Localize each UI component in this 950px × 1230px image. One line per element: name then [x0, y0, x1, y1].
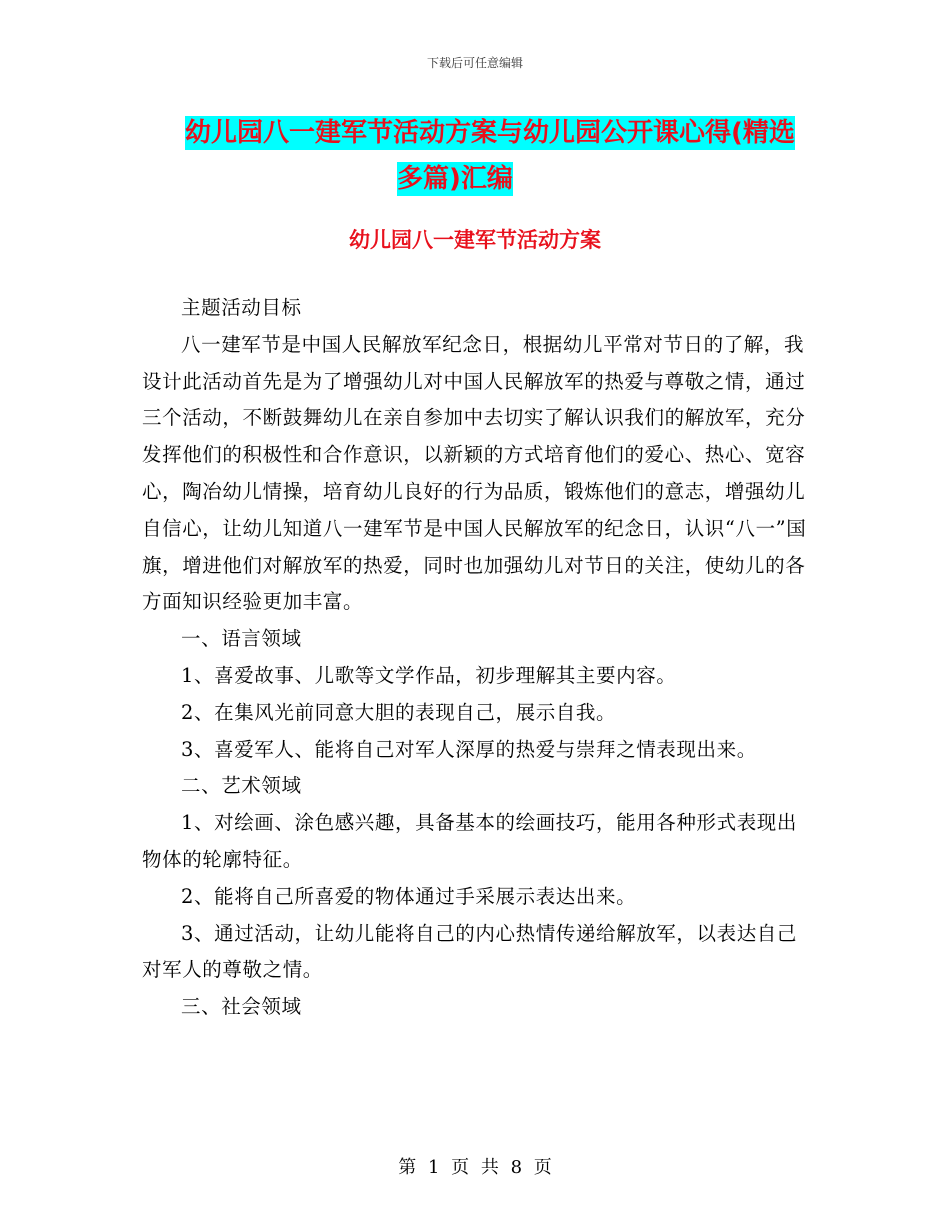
paragraph: 八一建军节是中国人民解放军纪念日，根据幼儿平常对节日的了解，我设计此活动首先是为了增强幼儿对中国人民解放军的热爱与尊敬之情，通过三个活动，不断鼓舞幼儿在亲自参加中去切实了解认识我们的解放军，充分发挥他们的积极性和合作意识，以新颖的方式培育他们的爱心、热心、宽容心，陶冶幼儿情操，培育幼儿良好的行为品质，锻炼他们的意志，增强幼儿自信心，让幼儿知道八一建军节是中国人民解放军的纪念日，认识“八一”国旗，增进他们对解放军的热爱，同时也加强幼儿对节日的关注，使幼儿的各方面知识经验更加丰富。: [142, 332, 807, 614]
paragraph: 一、语言领域: [181, 627, 302, 651]
paragraph: 2、在集风光前同意大胆的表现自己，展示自我。: [181, 700, 617, 724]
paragraph: 1、对绘画、涂色感兴趣，具备基本的绘画技巧，能用各种形式表现出物体的轮廓特征。: [142, 811, 798, 871]
paragraph: 主题活动目标: [181, 296, 302, 319]
paragraph: 三、社会领域: [181, 995, 302, 1019]
paragraph: 2、能将自己所喜爱的物体通过手采展示表达出来。: [181, 884, 637, 908]
paragraph: 二、艺术领域: [181, 774, 302, 798]
title-line-1: 幼儿园八一建军节活动方案与幼儿园公开课心得(精选: [185, 118, 795, 148]
paragraph: 3、喜爱军人、能将自己对军人深厚的热爱与崇拜之情表现出来。: [181, 737, 757, 761]
body-content: [142, 290, 812, 1026]
header-note: 下载后可任意编辑: [426, 56, 523, 70]
title-line-2: 多篇)汇编: [397, 164, 513, 194]
section-title: 幼儿园八一建军节活动方案: [349, 228, 601, 252]
document-title: [185, 110, 825, 202]
page-footer: 第 1 页 共 8 页: [398, 1157, 552, 1178]
paragraph: 3、通过活动，让幼儿能将自己的内心热情传递给解放军，以表达自己对军人的尊敬之情。: [142, 921, 798, 982]
paragraph: 1、喜爱故事、儿歌等文学作品，初步理解其主要内容。: [181, 663, 677, 687]
